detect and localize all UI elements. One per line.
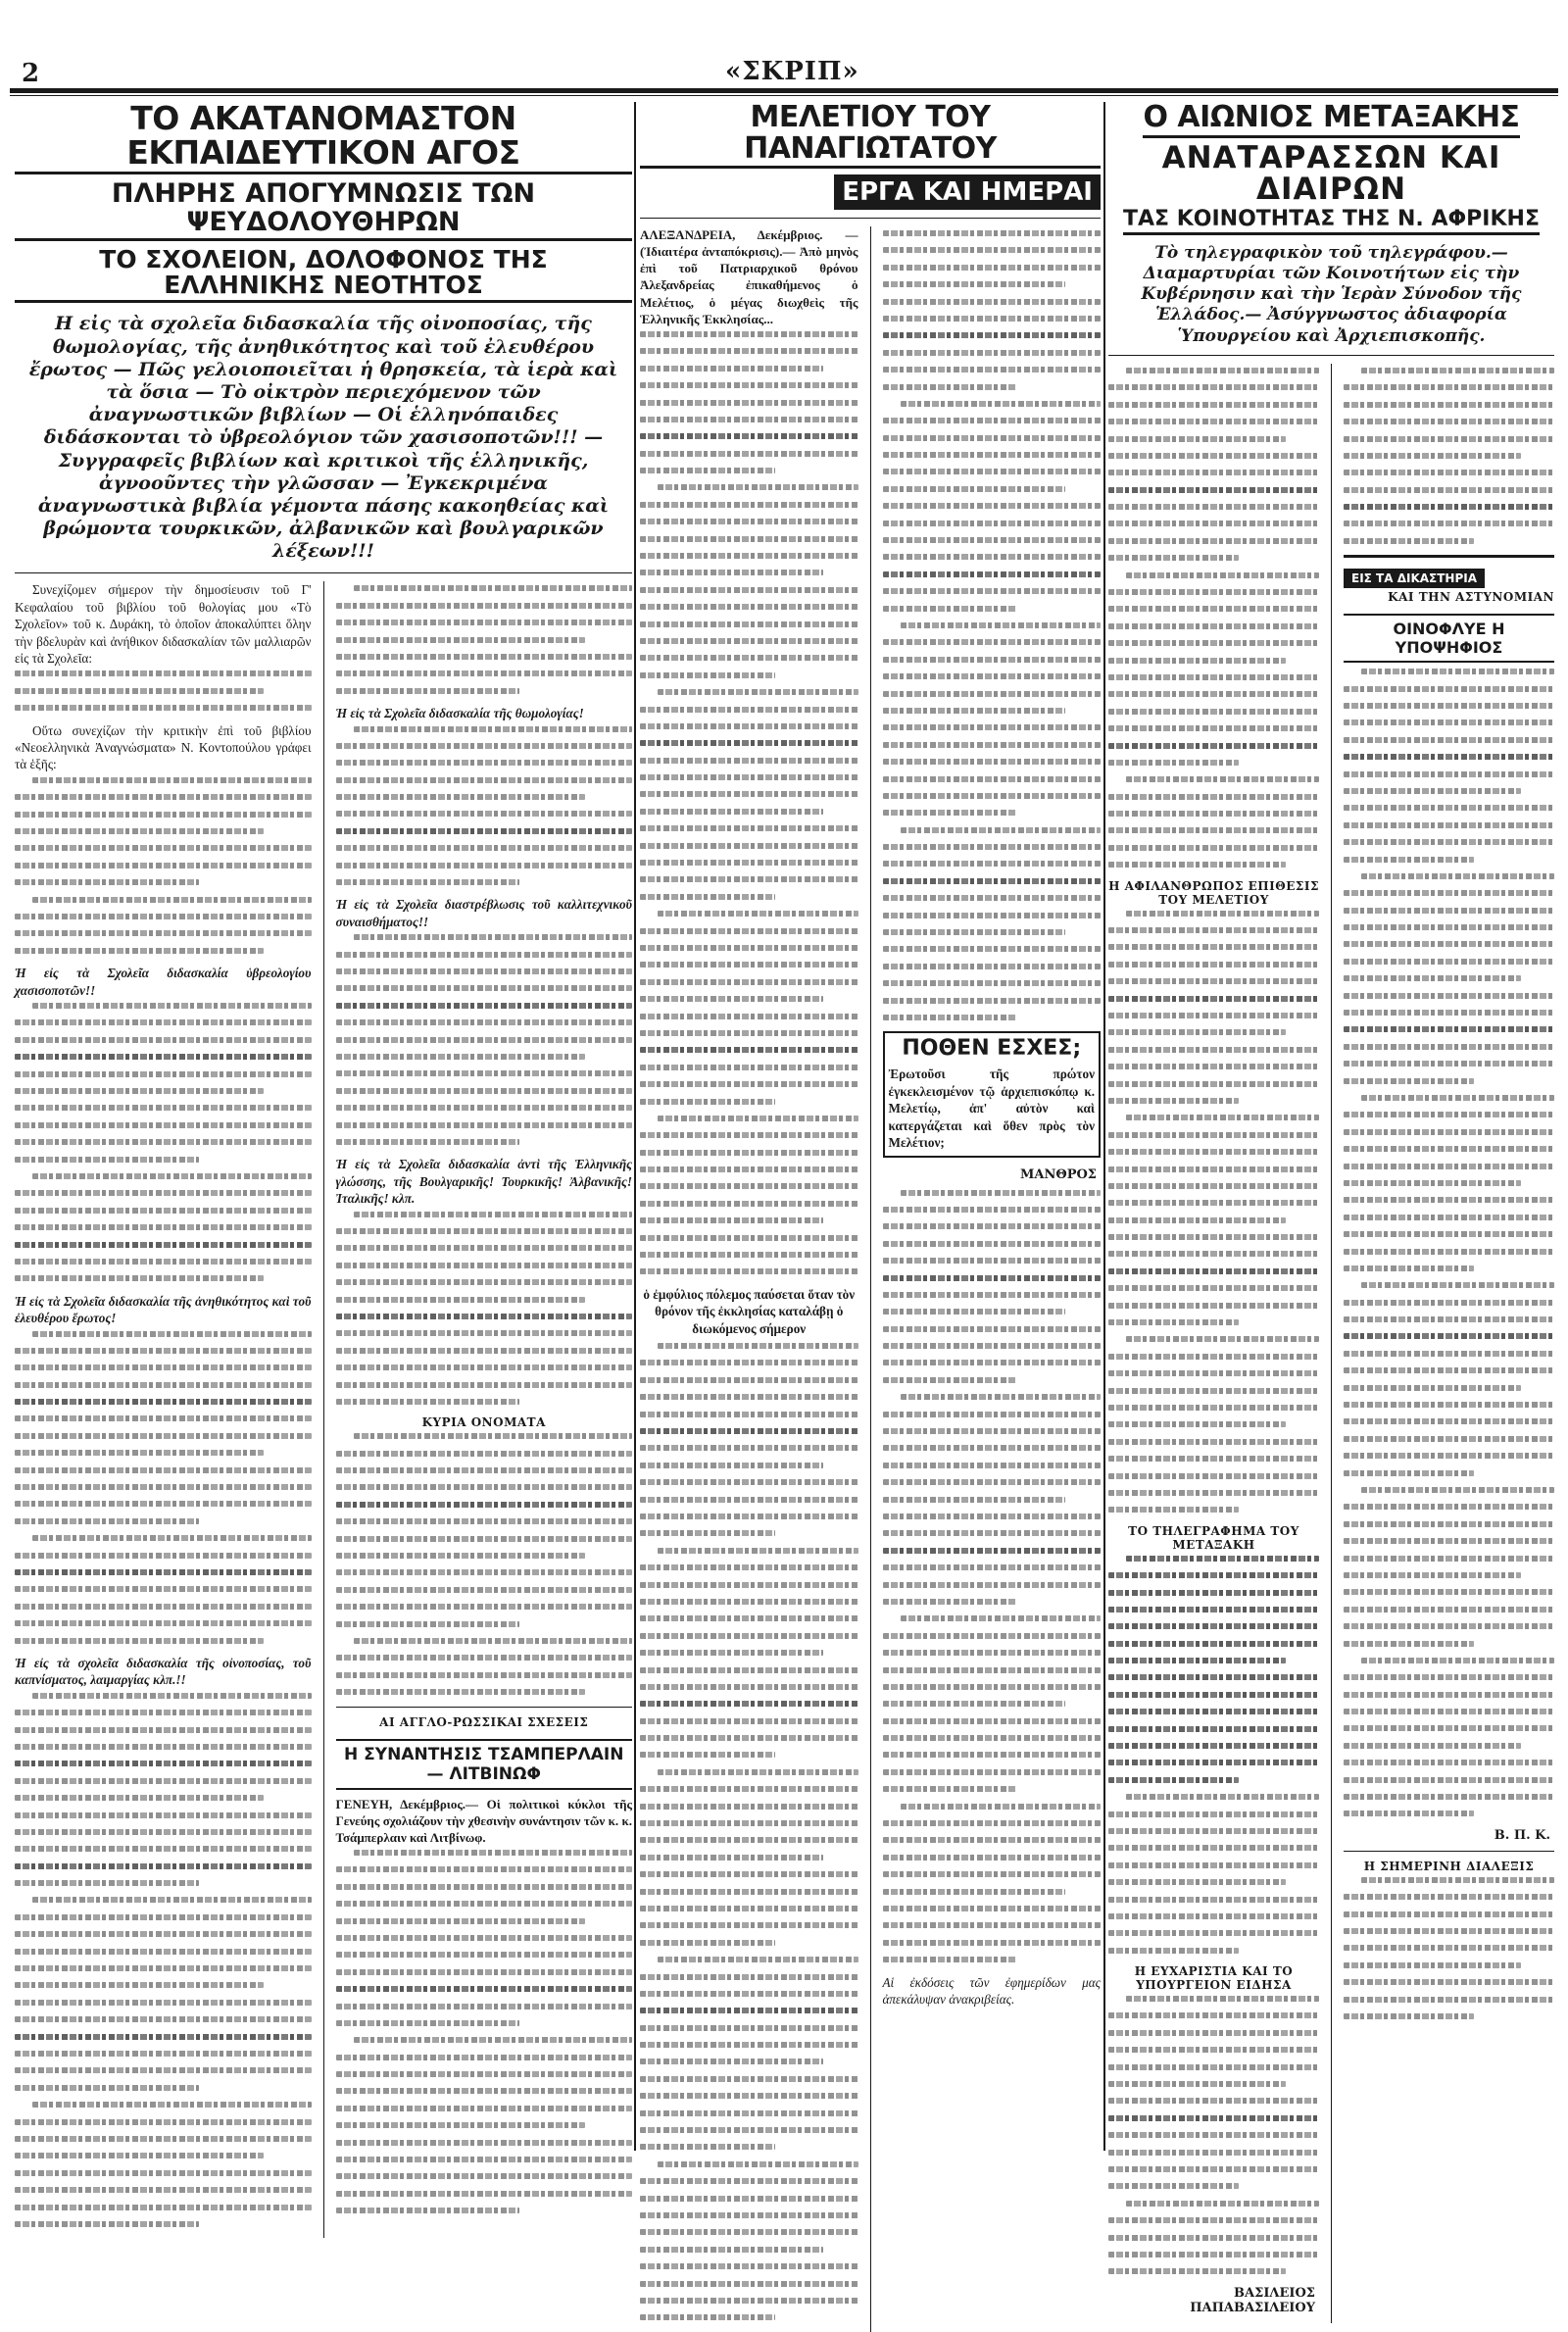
masthead-rule-thin xyxy=(10,95,1558,96)
right-section-4: Η ΕΥΧΑΡΙΣΤΙΑ ΚΑΙ ΤΟ ΥΠΟΥΡΓΕΙΟΝ ΕΙΔΗΣΑ xyxy=(1134,1964,1294,1993)
left-kyria-onomata: ΚΥΡΙΑ ΟΝΟΜΑΤΑ xyxy=(421,1415,546,1430)
left-subcolumn-a xyxy=(15,581,312,2238)
left-text-block-2 xyxy=(15,777,312,954)
boxed-title: ΠΟΘΕΝ ΕΣΧΕΣ; xyxy=(902,1036,1082,1062)
right-section-3: ΤΟ ΤΗΛΕΓΡΑΦΗΜΑ ΤΟΥ ΜΕΤΑΞΑΚΗ xyxy=(1128,1523,1299,1552)
left-article xyxy=(15,99,632,2151)
right-headline-3: ΤΑΣ ΚΟΙΝΟΤΗΤΑΣ ΤΗΣ Ν. ΑΦΡΙΚΗΣ xyxy=(1108,208,1554,235)
right-text-block-7 xyxy=(1344,1877,1554,2019)
right-text-block-2 xyxy=(1108,911,1319,1513)
middle-text-block-1 xyxy=(640,331,858,1274)
left-headline-1: ΤΟ ΑΚΑΤΑΝΟΜΑΣΤΟΝ ΕΚΠΑΙΔΕΥΤΙΚΟΝ ΑΓΟΣ xyxy=(15,102,632,174)
middle-headline-2: ΕΡΓΑ ΚΑΙ ΗΜΕΡΑΙ xyxy=(834,174,1101,210)
middle-article xyxy=(640,102,1101,2151)
left-text-block-5 xyxy=(15,1693,312,2227)
middle-boxed-item xyxy=(883,1031,1102,1157)
right-text-block-3 xyxy=(1108,1556,1319,1954)
left-section-rule xyxy=(336,1707,633,1708)
column-rule-1 xyxy=(634,102,636,2151)
right-text-block-4 xyxy=(1108,1996,1319,2274)
left-subcolumn-b xyxy=(336,581,633,2238)
right-subcolumn-b xyxy=(1344,364,1554,2323)
right-text-block-5 xyxy=(1344,368,1554,544)
left-subhead-1: Ἡ εἰς τὰ Σχολεῖα διδασκαλία ὑβρεολογίου χασισοποτῶν!! xyxy=(15,966,312,998)
left-deck: Η εἰς τὰ σχολεῖα διδασκαλία τῆς οἰνοποσίας, τῆς θωμολογίας, τῆς ἀνηθικότητος καὶ τοῦ ἐλευθέρου ἔρωτος — Πῶς γελοιοποιεῖται ἡ θρησκεία, τὰ ἱερὰ καὶ τὰ ὅσια — Τὸ οἰκτρὸν περιεχόμενον τῶν ἀναγνωστικῶν βιβλίων — Οἱ ἑλληνόπαιδες διδάσκονται τὸ ὑβρεολόγιον τῶν χασισοποτῶν!!! — Συγγραφεῖς βιβλίων καὶ κριτικοὶ τῆς ἑλληνικῆς, ἀγνοοῦντες τὴν γλῶσσαν — Ἐγκεκριμένα ἀναγνωστικὰ βιβλία γέμοντα πάσης κακοηθείας καὶ βρώμοντα τουρκικῶν, ἀλβανικῶν καὶ βουλγαρικῶν λέξεων!!! xyxy=(28,313,618,563)
left-subcolumns xyxy=(15,581,632,2238)
left-text-block-4 xyxy=(15,1331,312,1644)
right-subcolumn-a xyxy=(1108,364,1319,2323)
middle-headline-2-wrap xyxy=(640,174,1101,210)
right-deck: Τὸ τηλεγραφικὸν τοῦ τηλεγράφου.— Διαμαρτυρίαι τῶν Κοινοτήτων εἰς τὴν Κυβέρνησιν καὶ τὴν Ἱερὰν Σύνοδον τῆς Ἑλλάδος.— Ἀσύγγνωστος ἀδιαφορία Ὑπουργείου καὶ Ἀρχιεπισκοπῆς. xyxy=(1141,242,1522,346)
right-section-5: Η ΣΗΜΕΡΙΝΗ ΔΙΑΛΕΞΙΣ xyxy=(1363,1859,1535,1873)
left-subhead-3: Ἡ εἰς τὰ σχολεῖα διδασκαλία τῆς οἰνοποσίας, τοῦ καπνίσματος, λαιμαργίας κλπ.!! xyxy=(15,1655,312,1688)
left-text-block-10 xyxy=(336,1433,633,1695)
right-court-rule xyxy=(1344,555,1554,558)
middle-subcolumns xyxy=(640,226,1101,2332)
left-headline-3: ΤΟ ΣΧΟΛΕΙΟΝ, ΔΟΛΟΦΟΝΟΣ ΤΗΣ ΕΛΛΗΝΙΚΗΣ ΝΕΟΤΗΤΟΣ xyxy=(15,247,632,304)
left-subhead-5: Ἡ εἰς τὰ Σχολεῖα διαστρέβλωσις τοῦ καλλιτεχνικοῦ συναισθήματος!! xyxy=(335,897,632,929)
right-headline-2: ΑΝΑΤΑΡΑΣΣΩΝ ΚΑΙ ΔΙΑΙΡΩΝ xyxy=(1161,139,1501,208)
left-text-block-8 xyxy=(336,934,633,1145)
right-text-block-6 xyxy=(1344,669,1554,1816)
middle-text-block-4 xyxy=(883,1190,1102,1963)
middle-head-rule xyxy=(640,218,1101,219)
right-section-5-rule xyxy=(1344,1851,1554,1852)
right-section-2: Η ΑΦΙΛΑΝΘΡΩΠΟΣ ΕΠΙΘΕΣΙΣ ΤΟΥ ΜΕΛΕΤΙΟΥ xyxy=(1108,878,1319,907)
left-text-block-7 xyxy=(336,726,633,886)
left-text-block-6 xyxy=(336,585,633,693)
left-text-block-1 xyxy=(15,670,312,711)
right-text-block-1 xyxy=(1108,368,1319,868)
meeting-dateline: ΓΕΝΕΥΗ, Δεκέμβριος.— Οἱ πολιτικοὶ κύκλοι τῆς Γενεύης σχολιάζουν τὴν χθεσινὴν συνάντησιν τῶν κ. κ. Τσάμπερλαιν καὶ Λιτβίνωφ. xyxy=(335,1796,632,1845)
right-signature: Β. Π. Κ. xyxy=(1494,1827,1550,1843)
page-number: 2 xyxy=(22,59,40,88)
middle-dateline: ΑΛΕΞΑΝΔΡΕΙΑ, Δεκέμβριος. — (Ἰδιαιτέρα ἀνταπόκρισις).— Ἀπὸ μηνὸς ἐπὶ τοῦ Πατριαρχικοῦ θρόνου Ἀλεξανδρείας ἐπικαθήμενος ὁ Μελέτιος, ὁ μέγας διωχθεὶς τῆς Ἑλληνικῆς Ἐκκλησίας... xyxy=(640,227,858,326)
left-text-block-11 xyxy=(336,1850,633,2213)
middle-text-block-3 xyxy=(883,230,1102,1020)
column-rule-2 xyxy=(1103,102,1105,2151)
court-label-wrap xyxy=(1344,568,1554,588)
left-text-block-9 xyxy=(336,1212,633,1405)
right-headline-1: Ο ΑΙΩΝΙΟΣ ΜΕΤΑΞΑΚΗΣ xyxy=(1108,102,1554,138)
paper-name: «ΣΚΡΙΠ» xyxy=(725,57,859,86)
left-deck-rule xyxy=(15,572,632,573)
left-lead-paragraph: Συνεχίζομεν σήμερον τὴν δημοσίευσιν τοῦ Γ' Κεφαλαίου τοῦ βιβλίου τοῦ θολογίας μου «Τὸ Σχολεῖον» τοῦ κ. Δυράκη, τὸ ὁποῖον ἀποκαλύπτει ὅλην τὴν βδελυρὰν καὶ ἀνήθικον διδασκαλίαν τῶν μαλλιαρῶν εἰς τὰ Σχολεῖα: xyxy=(15,582,312,667)
left-subhead-2: Ἡ εἰς τὰ Σχολεῖα διδασκαλία τῆς ἀνηθικότητος καὶ τοῦ ἐλευθέρου ἔρωτος! xyxy=(15,1293,312,1326)
middle-subcolumn-rule xyxy=(870,226,871,2332)
court-sub: ΚΑΙ ΤΗΝ ΑΣΤΥΝΟΜΙΑΝ xyxy=(1388,590,1554,605)
right-deck-rule xyxy=(1108,355,1554,356)
right-subcolumn-rule xyxy=(1331,364,1332,2323)
middle-subcolumn-a xyxy=(640,226,858,2332)
right-signature-2: ΒΑΣΙΛΕΙΟΣ ΠΑΠΑΒΑΣΙΛΕΙΟΥ xyxy=(1190,2285,1315,2315)
boxed-lead: Ἐρωτοῦσι τῆς πρώτον ἐγκεκλεισμένον τῷ ἀρχιεπισκόπῳ κ. Μελετίῳ, ἀπ' αὐτὸν καὶ κατεργάζεται καὶ ὅθεν πρὸς τὸν Μελέτιον; xyxy=(888,1067,1095,1151)
court-label: ΕΙΣ ΤΑ ΔΙΚΑΣΤΗΡΙΑ xyxy=(1344,569,1485,588)
left-lead-paragraph-2: Οὕτω συνεχίζων τὴν κριτικὴν ἐπὶ τοῦ βιβλίου «Νεοελληνικὰ Ἀναγνώσματα» Ν. Κοντοπούλου γράφει τὰ ἑξῆς: xyxy=(15,722,312,772)
middle-ending-note: Αἱ ἐκδόσεις τῶν ἐφημερίδων μας ἀπεκάλυψαν ἀνακριβείας. xyxy=(882,1974,1101,2007)
middle-headline-1: ΜΕΛΕΤΙΟΥ ΤΟΥ ΠΑΝΑΓΙΩΤΑΤΟΥ xyxy=(640,102,1101,169)
middle-text-block-2 xyxy=(640,1343,858,2320)
meeting-title: Η ΣΥΝΑΝΤΗΣΙΣ ΤΣΑΜΠΕΡΛΑΙΝ — ΛΙΤΒΙΝΩΦ xyxy=(336,1739,633,1790)
left-subcolumn-rule xyxy=(323,581,324,2238)
middle-subcolumn-b xyxy=(883,226,1102,2332)
masthead-rule xyxy=(10,88,1558,93)
left-section-label: ΑΙ ΑΓΓΛΟ-ΡΩΣΣΙΚΑΙ ΣΧΕΣΕΙΣ xyxy=(379,1714,589,1729)
middle-signature: ΜΑΝΘΡΟΣ xyxy=(1020,1166,1097,1182)
court-title: ΟΙΝΟΦΛΥΕ Η ΥΠΟΨΗΦΙΟΣ xyxy=(1344,614,1554,663)
left-subhead-4: Ἡ εἰς τὰ Σχολεῖα διδασκαλία τῆς θωμολογίας! xyxy=(335,706,584,721)
right-subcolumns xyxy=(1108,364,1554,2323)
middle-quote: ὁ ἐμφύλιος πόλεμος παύσεται ὅταν τὸν θρόνον τῆς ἐκκλησίας καταλάβῃ ὁ διωκόμενος σήμερον xyxy=(643,1286,856,1336)
masthead xyxy=(0,0,1568,88)
left-subhead-6: Ἡ εἰς τὰ Σχολεῖα διδασκαλία ἀντὶ τῆς Ἑλληνικῆς γλώσσης, τῆς Βουλγαρικῆς! Τουρκικῆς! Ἀλβανικῆς! Ἰταλικῆς! κλπ. xyxy=(335,1157,632,1207)
left-headline-2: ΠΛΗΡΗΣ ΑΠΟΓΥΜΝΩΣΙΣ ΤΩΝ ΨΕΥΔΟΛΟΥΘΗΡΩΝ xyxy=(15,180,632,241)
right-article xyxy=(1108,100,1554,2315)
left-text-block-3 xyxy=(15,1003,312,1281)
